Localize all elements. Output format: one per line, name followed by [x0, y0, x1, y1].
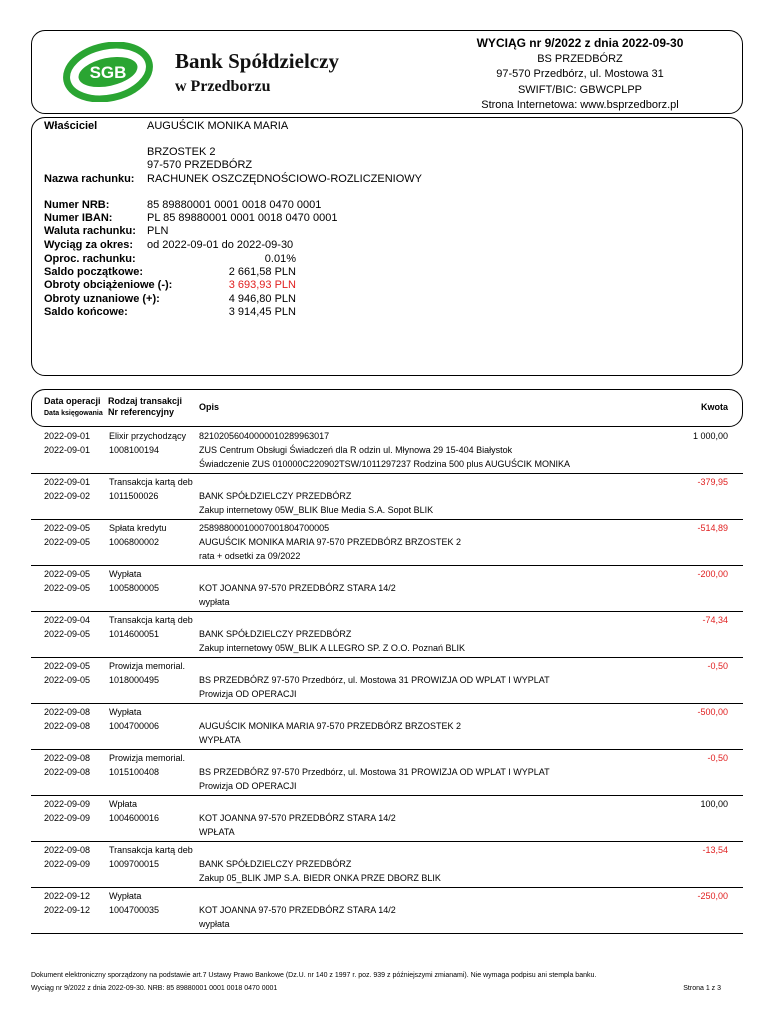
- website: Strona Internetowa: www.bsprzedborz.pl: [481, 99, 679, 111]
- currency-label: Waluta rachunku:: [44, 225, 136, 237]
- desc-line3: wypłata: [199, 597, 230, 607]
- statement-header: [430, 36, 730, 114]
- amount: -514,89: [697, 523, 728, 533]
- iban-label: Numer IBAN:: [44, 212, 113, 224]
- date-book: 2022-09-12: [44, 905, 91, 915]
- table-row: [31, 703, 743, 750]
- desc-line2: BS PRZEDBÓRZ 97-570 Przedbórz, ul. Mostowa 31 PROWIZJA OD WPLAT I WYPLAT: [199, 675, 550, 685]
- tx-ref: 1015100408: [109, 767, 160, 777]
- desc-line3: Prowizja OD OPERACJI: [199, 689, 297, 699]
- desc-line2: KOT JOANNA 97-570 PRZEDBÓRZ STARA 14/2: [199, 583, 396, 593]
- desc-line3: WPŁATA: [199, 827, 235, 837]
- tx-ref: 1004700006: [109, 721, 160, 731]
- desc-line2: AUGUŚCIK MONIKA MARIA 97-570 PRZEDBÓRZ BRZOSTEK 2: [199, 537, 462, 547]
- owner-label: Właściciel: [44, 120, 98, 132]
- tx-type: Wypłata: [109, 707, 142, 717]
- footer-ref: Wyciąg nr 9/2022 z dnia 2022-09-30. NRB: 85 89880001 0001 0018 0470 0001: [31, 985, 278, 992]
- logo-text: SGB: [89, 63, 127, 82]
- interest-label: Oproc. rachunku:: [44, 253, 136, 265]
- account-name-value: RACHUNEK OSZCZĘDNOŚCIOWO-ROZLICZENIOWY: [147, 173, 423, 185]
- amount: 100,00: [700, 799, 728, 809]
- desc-line2: KOT JOANNA 97-570 PRZEDBÓRZ STARA 14/2: [199, 813, 396, 823]
- amount: -250,00: [697, 891, 728, 901]
- tx-type: Wypłata: [109, 569, 142, 579]
- date-op: 2022-09-01: [44, 477, 91, 487]
- bank-logo: [62, 42, 362, 102]
- desc-line2: BANK SPÓŁDZIELCZY PRZEDBÓRZ: [199, 859, 352, 869]
- credit-turnover-label: Obroty uznaniowe (+):: [44, 293, 160, 305]
- tx-type: Transakcja kartą deb: [109, 477, 193, 487]
- amount: -0,50: [707, 661, 728, 671]
- branch-name: BS PRZEDBÓRZ: [537, 52, 623, 65]
- tx-type: Transakcja kartą deb: [109, 615, 193, 625]
- nrb-value: 85 89880001 0001 0018 0470 0001: [147, 199, 322, 211]
- col-date-book: Data księgowania: [44, 410, 103, 417]
- desc-line3: Zakup 05_BLIK JMP S.A. BIEDR ONKA PRZE DBORZ BLIK: [199, 873, 441, 883]
- tx-ref: 1009700015: [109, 859, 160, 869]
- col-date: [44, 396, 103, 419]
- desc-line3: Zakup internetowy 05W_BLIK Blue Media S.A. Sopot BLIK: [199, 505, 434, 515]
- date-op: 2022-09-08: [44, 707, 91, 717]
- credit-turnover-value: 4 946,80 PLN: [228, 293, 296, 305]
- col-ref-label: Nr referencyjny: [108, 407, 175, 417]
- amount: -13,54: [702, 845, 728, 855]
- date-op: 2022-09-09: [44, 799, 91, 809]
- date-book: 2022-09-05: [44, 537, 91, 547]
- closing-balance-value: 3 914,45 PLN: [228, 306, 296, 318]
- desc-line2: KOT JOANNA 97-570 PRZEDBÓRZ STARA 14/2: [199, 905, 396, 915]
- col-date-op: Data operacji: [44, 396, 101, 406]
- amount: -500,00: [697, 707, 728, 717]
- col-type: [108, 396, 182, 418]
- date-book: 2022-09-09: [44, 813, 91, 823]
- statement-title: WYCIĄG nr 9/2022 z dnia 2022-09-30: [476, 36, 684, 50]
- tx-type: Spłata kredytu: [109, 523, 167, 533]
- desc-line1: 25898800010007001804700005: [199, 523, 330, 533]
- date-op: 2022-09-05: [44, 661, 91, 671]
- table-row: [31, 841, 743, 888]
- nrb-label: Numer NRB:: [44, 199, 110, 211]
- tx-ref: 1005800005: [109, 583, 160, 593]
- table-row: [31, 565, 743, 612]
- date-op: 2022-09-08: [44, 845, 91, 855]
- opening-balance-label: Saldo początkowe:: [44, 266, 144, 278]
- swift-code: SWIFT/BIC: GBWCPLPP: [517, 83, 643, 96]
- bank-name-line2: w Przedborzu: [175, 78, 271, 95]
- tx-ref: 1011500026: [109, 491, 159, 501]
- amount: -200,00: [697, 569, 728, 579]
- footer-page: Strona 1 z 3: [683, 985, 721, 992]
- amount: 1 000,00: [692, 431, 728, 441]
- date-book: 2022-09-08: [44, 721, 91, 731]
- debit-turnover-value: 3 693,93 PLN: [228, 279, 296, 291]
- tx-ref: 1004600016: [109, 813, 160, 823]
- tx-type: Transakcja kartą deb: [109, 845, 193, 855]
- amount: -0,50: [707, 753, 728, 763]
- date-book: 2022-09-09: [44, 859, 91, 869]
- desc-line2: BANK SPÓŁDZIELCZY PRZEDBÓRZ: [199, 491, 352, 501]
- date-book: 2022-09-02: [44, 491, 91, 501]
- bank-name-line1: Bank Spółdzielczy: [175, 49, 339, 73]
- col-amount: Kwota: [701, 402, 728, 412]
- date-op: 2022-09-05: [44, 523, 91, 533]
- tx-ref: 1008100194: [109, 445, 160, 455]
- tx-type: Prowizja memorial.: [109, 753, 186, 763]
- tx-ref: 1004700035: [109, 905, 160, 915]
- closing-balance-label: Saldo końcowe:: [44, 306, 128, 318]
- owner-name: AUGUŚCIK MONIKA MARIA: [147, 120, 289, 132]
- col-type-label: Rodzaj transakcji: [108, 396, 183, 406]
- desc-line3: Prowizja OD OPERACJI: [199, 781, 297, 791]
- desc-line3: WYPŁATA: [199, 735, 241, 745]
- interest-value: 0.01%: [264, 253, 296, 265]
- desc-line3: Zakup internetowy 05W_BLIK A LLEGRO SP. Z O.O. Poznań BLIK: [199, 643, 465, 653]
- table-row: [31, 749, 743, 796]
- tx-type: Wpłata: [109, 799, 138, 809]
- table-row: [31, 887, 743, 934]
- date-book: 2022-09-05: [44, 583, 91, 593]
- desc-line2: BANK SPÓŁDZIELCZY PRZEDBÓRZ: [199, 629, 352, 639]
- date-book: 2022-09-05: [44, 629, 91, 639]
- opening-balance-value: 2 661,58 PLN: [228, 266, 296, 278]
- account-name-label: Nazwa rachunku:: [44, 173, 135, 185]
- tx-ref: 1014600051: [109, 629, 160, 639]
- tx-type: Wypłata: [109, 891, 142, 901]
- table-row: [31, 795, 743, 842]
- iban-value: PL 85 89880001 0001 0018 0470 0001: [147, 212, 338, 224]
- period-value: od 2022-09-01 do 2022-09-30: [147, 239, 294, 251]
- desc-line2: AUGUŚCIK MONIKA MARIA 97-570 PRZEDBÓRZ BRZOSTEK 2: [199, 721, 462, 731]
- table-row: [31, 611, 743, 658]
- table-row: [31, 657, 743, 704]
- desc-line3: wypłata: [199, 919, 230, 929]
- date-book: 2022-09-05: [44, 675, 91, 685]
- date-book: 2022-09-08: [44, 767, 91, 777]
- tx-ref: 1006800002: [109, 537, 160, 547]
- date-op: 2022-09-04: [44, 615, 91, 625]
- date-book: 2022-09-01: [44, 445, 91, 455]
- debit-turnover-label: Obroty obciążeniowe (-):: [44, 279, 173, 291]
- desc-line3: rata + odsetki za 09/2022: [199, 551, 301, 561]
- tx-type: Elixir przychodzący: [109, 431, 187, 441]
- tx-type: Prowizja memorial.: [109, 661, 186, 671]
- account-box: [31, 117, 743, 376]
- date-op: 2022-09-05: [44, 569, 91, 579]
- currency-value: PLN: [147, 225, 169, 237]
- amount: -379,95: [697, 477, 728, 487]
- date-op: 2022-09-12: [44, 891, 91, 901]
- owner-street: BRZOSTEK 2: [147, 146, 216, 158]
- period-label: Wyciąg za okres:: [44, 239, 134, 251]
- desc-line2: ZUS Centrum Obsługi Świadczeń dla R odzin ul. Młynowa 29 15-404 Białystok: [199, 445, 513, 455]
- date-op: 2022-09-01: [44, 431, 91, 441]
- footer-legal: Dokument elektroniczny sporządzony na podstawie art.7 Ustawy Prawo Bankowe (Dz.U. nr 140 z 1997 r. poz. 939 z późniejszymi zmianami). Nie wymaga podpisu ani stempla banku.: [31, 972, 597, 979]
- desc-line3: Świadczenie ZUS 010000C220902TSW/1011297237 Rodzina 500 plus AUGUŚCIK MONIKA: [199, 459, 571, 469]
- amount: -74,34: [702, 615, 728, 625]
- col-desc: Opis: [199, 402, 220, 412]
- desc-line1: 82102056040000010289963017: [199, 431, 330, 441]
- owner-city: 97-570 PRZEDBÓRZ: [147, 159, 253, 171]
- branch-address: 97-570 Przedbórz, ul. Mostowa 31: [496, 68, 664, 80]
- table-row: [31, 473, 743, 520]
- desc-line2: BS PRZEDBÓRZ 97-570 Przedbórz, ul. Mostowa 31 PROWIZJA OD WPLAT I WYPLAT: [199, 767, 550, 777]
- table-row: [31, 519, 743, 566]
- tx-ref: 1018000495: [109, 675, 160, 685]
- table-row: [31, 427, 743, 474]
- date-op: 2022-09-08: [44, 753, 91, 763]
